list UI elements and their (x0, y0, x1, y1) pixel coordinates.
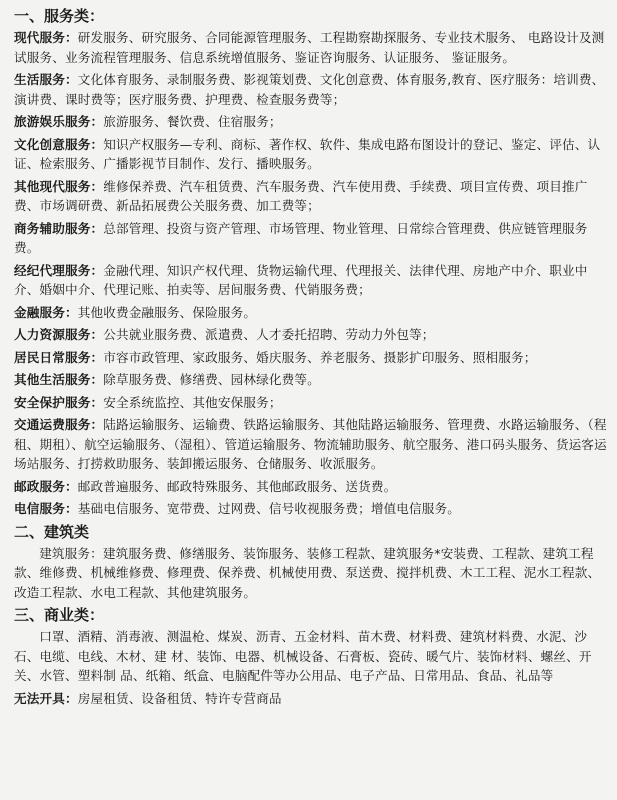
section-title-services: 一、服务类： (14, 7, 105, 25)
no-invoice-label: 无法开具： (14, 690, 78, 706)
entry-label: 文化创意服务： (14, 136, 104, 152)
entry-text: 公共就业服务费、派遣费、人才委托招聘、劳动力外包等； (103, 327, 435, 342)
service-entry-brokerage (14, 261, 607, 300)
section-title-commerce: 三、商业类： (14, 606, 105, 624)
entry-text: 金融代理、知识产权代理、货物运输代理、代理报关、法律代理、房地产中介、职业中介、婚姻中介、代理记账、拍卖等、居间服务费、代销服务费； (14, 262, 588, 297)
entry-label: 电信服务： (14, 501, 78, 516)
entry-label: 邮政服务： (14, 478, 78, 494)
entry-label: 其他现代服务： (14, 178, 104, 194)
service-entry-resident (14, 348, 607, 368)
entry-text: 研发服务、研究服务、合同能源管理服务、工程勘察勘探服务、专业技术服务、 电路设计及测试服务、业务流程管理服务、信息系统增值服务、鉴证咨询服务、认证服务、 鉴证服务。 (14, 30, 605, 65)
entry-text: 基础电信服务、宽带费、过网费、信号收视服务费；增值电信服务。 (77, 501, 461, 516)
service-entry-hr (14, 325, 607, 345)
entry-text: 维修保养费、汽车租赁费、汽车服务费、汽车使用费、手续费、项目宣传费、项目推广费、市场调研费、新品拓展费公关服务费、加工费等； (14, 178, 588, 213)
no-invoice-entry (14, 689, 607, 709)
service-entry-creative (14, 135, 607, 174)
entry-text: 其他收费金融服务、保险服务。 (77, 304, 257, 320)
service-entry-business-aux (14, 219, 607, 258)
entry-text: 安全系统监控、其他安保服务； (103, 394, 282, 410)
entry-text: 陆路运输服务、运输费、铁路运输服务、其他陆路运输服务、管理费、水路运输服务、（程租、期租）、航空运输服务、（湿租）、管道运输服务、物流辅助服务、航空服务、港口码头服务、货运客运场站服务、打捞救助服务、装卸搬运服务、仓储服务、收派服务。 (14, 417, 607, 471)
construction-text: 建筑服务：建筑服务费、修缮服务、装饰服务、装修工程款、建筑服务*安装费、工程款、建筑工程款、维修费、机械维修费、修理费、保养费、机械使用费、泵送费、搅拌机费、木工工程、泥水工程款、改造工程款、水电工程款、其他建筑服务。 (14, 545, 601, 600)
entry-label: 交通运费服务： (14, 417, 104, 432)
entry-label: 安全保护服务： (14, 394, 104, 410)
service-entry-life (14, 70, 607, 109)
section-title-construction: 二、建筑类 (14, 522, 90, 541)
service-entry-telecom (14, 499, 607, 519)
services-list (14, 28, 607, 519)
entry-label: 金融服务： (14, 304, 78, 320)
service-entry-postal (14, 477, 607, 497)
service-entry-modern (14, 28, 607, 67)
entry-text: 市容市政管理、家政服务、婚庆服务、养老服务、摄影扩印服务、照相服务； (103, 349, 537, 365)
entry-label: 现代服务： (14, 30, 78, 45)
service-entry-other-life (14, 370, 607, 390)
entry-text: 知识产权服务—专利、商标、著作权、软件、集成电路布图设计的登记、鉴定、评估、认证、检索服务、广播影视节目制作、发行、播映服务。 (14, 136, 601, 171)
entry-text: 邮政普遍服务、邮政特殊服务、其他邮政服务、送货费。 (77, 478, 397, 494)
entry-text: 文化体育服务、录制服务费、影视策划费、文化创意费、体育服务,教育、医疗服务：培训费、演讲费、课时费等；医疗服务费、护理费、检查服务费等； (14, 72, 605, 107)
service-entry-security (14, 393, 607, 413)
entry-label: 经纪代理服务： (14, 262, 104, 278)
entry-label: 生活服务： (14, 72, 78, 87)
service-entry-tourism (14, 112, 607, 132)
no-invoice-text: 房屋租赁、设备租赁、特许专营商品 (77, 690, 282, 706)
entry-label: 人力资源服务： (14, 327, 104, 342)
entry-text: 除草服务费、修缮费、园林绿化费等。 (103, 372, 320, 387)
entry-label: 居民日常服务： (14, 349, 104, 365)
commerce-text: 口罩、酒精、消毒液、测温枪、煤炭、沥青、五金材料、苗木费、材料费、建筑材料费、水泥、沙石、电缆、电线、木材、建 材、装饰、电器、机械设备、石膏板、瓷砖、暖气片、装饰材料、螺丝、开关、水管、塑料制 品、纸箱、纸盒、电脑配件等办公用品、电子产品、日常用品、食品、礼品等 (14, 629, 592, 683)
service-entry-other-modern (14, 177, 607, 216)
entry-label: 其他生活服务： (14, 372, 104, 387)
entry-text: 旅游服务、餐饮费、住宿服务； (103, 114, 282, 129)
entry-text: 总部管理、投资与资产管理、市场管理、物业管理、日常综合管理费、供应链管理服务费。 (14, 220, 588, 255)
service-entry-finance (14, 303, 607, 323)
entry-label: 旅游娱乐服务： (14, 114, 104, 129)
entry-label: 商务辅助服务： (14, 220, 104, 236)
service-entry-transport (14, 415, 607, 474)
